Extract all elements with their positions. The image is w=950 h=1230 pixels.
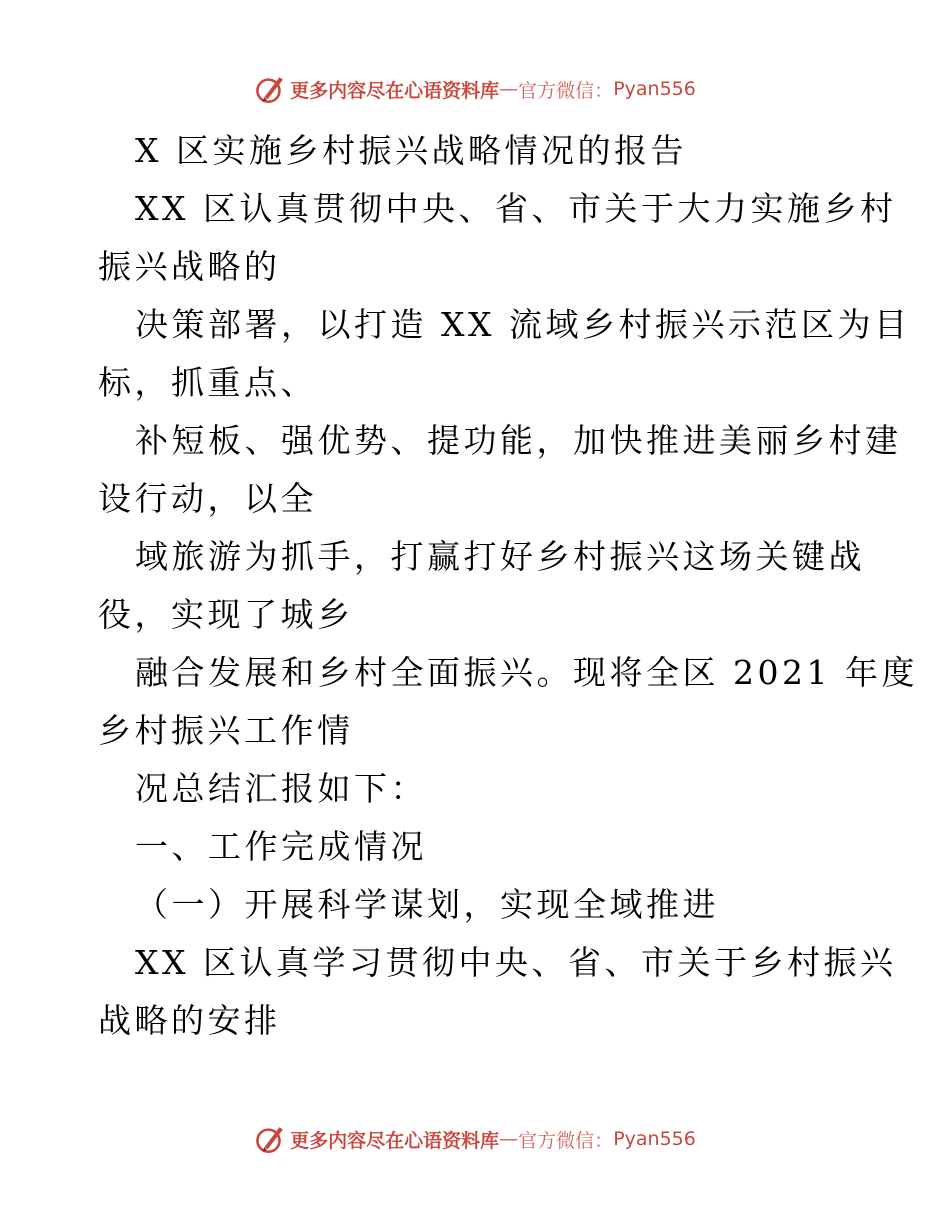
paragraph-line: 标，抓重点、 (98, 363, 317, 402)
quill-pen-logo-icon (254, 72, 288, 106)
paragraph-line: 决策部署，以打造 XX 流域乡村振兴示范区为目 (135, 305, 911, 344)
paragraph-line: 融合发展和乡村全面振兴。现将全区 2021 年度 (135, 653, 918, 692)
quill-pen-logo-icon (254, 1122, 288, 1156)
paragraph-line: 况总结汇报如下： (135, 769, 427, 808)
watermark-wechat-id: Pyan556 (613, 1128, 696, 1150)
paragraph-line: XX 区认真贯彻中央、省、市关于大力实施乡村 (135, 189, 897, 228)
footer-watermark (0, 1122, 950, 1156)
watermark-separator: — (499, 1128, 519, 1150)
paragraph-line: 补短板、强优势、提功能，加快推进美丽乡村建 (135, 421, 902, 460)
document-body (98, 122, 918, 1050)
watermark-brand: 更多内容尽在心语资料库 (290, 1129, 500, 1152)
document-title: X 区实施乡村振兴战略情况的报告 (135, 131, 687, 170)
watermark-official: 官方微信： (518, 79, 614, 102)
watermark-brand: 更多内容尽在心语资料库 (290, 79, 500, 102)
paragraph-line: 役，实现了城乡 (98, 595, 354, 634)
paragraph-line: 乡村振兴工作情 (98, 711, 354, 750)
header-watermark (0, 72, 950, 106)
watermark-wechat-id: Pyan556 (613, 78, 696, 100)
subsection-heading: （一）开展科学谋划，实现全域推进 (135, 885, 719, 924)
watermark-official: 官方微信： (518, 1129, 614, 1152)
paragraph-line: 振兴战略的 (98, 247, 281, 286)
watermark-separator: — (499, 78, 519, 100)
paragraph-line: 战略的安排 (98, 1001, 281, 1040)
paragraph-line: XX 区认真学习贯彻中央、省、市关于乡村振兴 (135, 943, 897, 982)
paragraph-line: 设行动，以全 (98, 479, 317, 518)
section-heading: 一、工作完成情况 (135, 827, 427, 866)
paragraph-line: 域旅游为抓手，打赢打好乡村振兴这场关键战 (135, 537, 865, 576)
